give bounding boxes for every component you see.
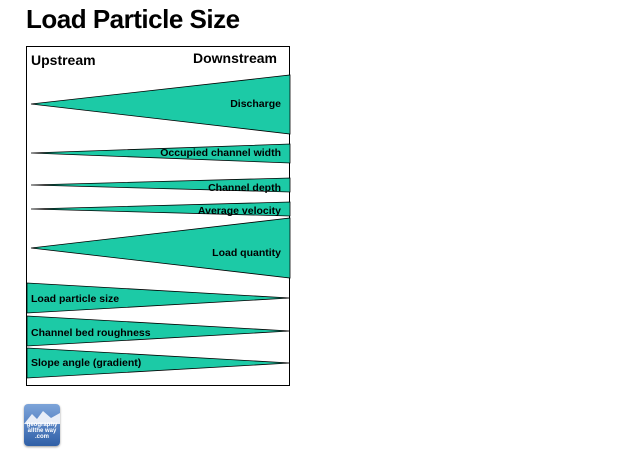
upstream-header: Upstream — [31, 52, 96, 68]
logo-line: allthe way — [27, 428, 57, 434]
downstream-header: Downstream — [192, 50, 277, 66]
label-average-velocity: Average velocity — [197, 204, 281, 217]
logo-line: geography — [26, 422, 58, 428]
page-title: Load Particle Size — [26, 4, 240, 34]
label-discharge: Discharge — [230, 97, 281, 110]
label-occupied-channel-width: Occupied channel width — [160, 146, 281, 159]
label-channel-depth: Channel depth — [208, 181, 281, 194]
label-load-quantity: Load quantity — [212, 246, 281, 259]
logo-line: .com — [34, 434, 49, 440]
logo-text — [24, 422, 60, 440]
label-slope-angle-gradient: Slope angle (gradient) — [31, 356, 142, 369]
label-load-particle-size: Load particle size — [31, 292, 120, 305]
label-channel-bed-roughness: Channel bed roughness — [31, 326, 151, 339]
geography-logo — [24, 404, 60, 446]
